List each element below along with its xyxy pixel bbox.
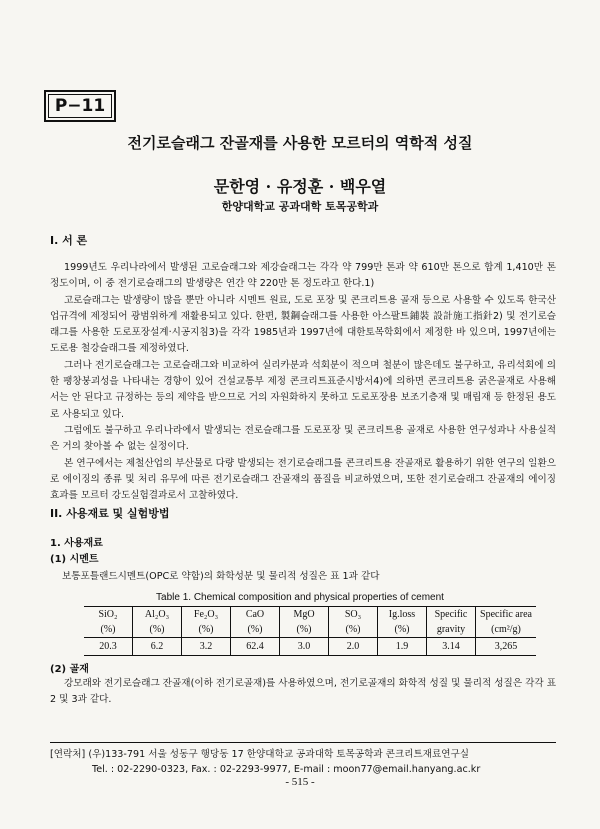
aggregate-body (50, 676, 556, 709)
table-unit: (%) (84, 622, 133, 638)
section-1-body (50, 260, 556, 504)
section-2-heading: II. 사용재료 및 실험방법 (50, 507, 170, 520)
table-cell: 3.0 (280, 638, 329, 656)
intro-paragraph: 그럼에도 불구하고 우리나라에서 발생되는 전로슬래그를 도로포장 및 콘크리트용 골재로 사용한 연구성과나 사용실적은 거의 찾아볼 수 없는 실정이다. (50, 424, 556, 453)
table-header: Ig.loss (378, 607, 427, 623)
table-header: SO₃ (329, 607, 378, 623)
table-caption: Table 1. Chemical composition and physical properties of cement (156, 592, 444, 603)
table-cell: 3.14 (427, 638, 476, 656)
affiliation: 한양대학교 공과대학 토목공학과 (221, 200, 379, 213)
contact-footer (50, 742, 556, 777)
cement-description: 보통포틀랜드시멘트(OPC로 약함)의 화학성분 및 물리적 성질은 표 1과 같다 (62, 571, 380, 582)
table-header: Al₂O₃ (133, 607, 182, 623)
table-header: CaO (231, 607, 280, 623)
cement-composition-table (84, 606, 536, 656)
table-unit: (%) (378, 622, 427, 638)
table-unit: (cm²/g) (476, 622, 537, 638)
table-header: MgO (280, 607, 329, 623)
table-cell: 6.2 (133, 638, 182, 656)
aggregate-paragraph: 강모래와 전기로슬래그 잔골재(이하 전기로골재)를 사용하였으며, 전기로골재의 화학적 성질 및 물리적 성질은 각각 표 2 및 3과 같다. (50, 678, 556, 706)
subsection-materials: 1. 사용재료 (50, 538, 103, 549)
contact-address: [연락처] (우)133-791 서울 성동구 행당동 17 한양대학교 공과대학 토목공학과 콘크리트재료연구실 (50, 749, 470, 760)
table-unit: (%) (329, 622, 378, 638)
table-unit: (%) (231, 622, 280, 638)
paper-id-tag: P−11 (44, 90, 116, 122)
table-header: SiO₂ (84, 607, 133, 623)
authors: 문한영 · 유정훈 · 백우열 (213, 177, 387, 196)
table-cell: 2.0 (329, 638, 378, 656)
table-cell: 20.3 (84, 638, 133, 656)
intro-paragraph: 1999년도 우리나라에서 발생된 고로슬래그와 제강슬래그는 각각 약 799만 톤과 약 610만 톤으로 합계 1,410만 톤 정도이며, 이 중 전기로슬래그의 발생량은 연간 약 220만 톤 정도라고 한다.1) (50, 262, 556, 290)
subsection-cement: (1) 시멘트 (50, 554, 99, 565)
table-unit: gravity (427, 622, 476, 638)
table-header: Specific (427, 607, 476, 623)
table-cell: 3.2 (182, 638, 231, 656)
section-1-heading: I. 서 론 (50, 234, 88, 247)
table-unit: (%) (182, 622, 231, 638)
intro-paragraph: 그러나 전기로슬래그는 고로슬래그와 비교하여 실리카분과 석회분이 적으며 철분이 많은데도 불구하고, 유리석회에 의한 팽창붕괴성을 나타내는 경향이 있어 건설교통부 제정 콘크리트표준시방서4)에 의하면 콘크리트용 굵은골재로 사용해서는 안 된다고 규정하는 등의 제약을 받으므로 거의 자원화하지 못하고 도로포장용 보조기층재 및 매립재 등 한정된 용도로 사용되고 있다. (50, 359, 556, 420)
table-unit: (%) (133, 622, 182, 638)
table-cell: 62.4 (231, 638, 280, 656)
page-number: - 515 - (285, 776, 315, 788)
table-unit: (%) (280, 622, 329, 638)
intro-paragraph: 고로슬래그는 발생량이 많을 뿐만 아니라 시멘트 원료, 도로 포장 및 콘크리트용 골재 등으로 사용할 수 있도록 한국산업규격에 제정되어 광범위하게 재활용되고 있다. 한편, 製鋼슬래그를 사용한 아스팔트鋪裝 設計施工指針2) 및 전기로슬래그를 사용한 도로포장설계·시공지침3)을 각각 1985년과 1997년에 대한토목학회에서 제정한 바 있으며, 1997년에는 도로용 철강슬래그를 제정하였다. (50, 294, 556, 355)
table-header: Specific area (476, 607, 537, 623)
table-cell: 1.9 (378, 638, 427, 656)
subsection-aggregate: (2) 골재 (50, 664, 89, 675)
table-header: Fe₂O₃ (182, 607, 231, 623)
table-cell: 3,265 (476, 638, 537, 656)
intro-paragraph: 본 연구에서는 제철산업의 부산물로 다량 발생되는 전기로슬래그를 콘크리트용 잔골재로 활용하기 위한 연구의 일환으로 에이징의 종류 및 처리 유무에 따른 전기로슬래그 잔골재의 품질을 비교하였으며, 또한 전기로슬래그 잔골재의 에이징 효과를 모르터 강도실험결과로서 고찰하였다. (50, 457, 556, 502)
contact-phone-email: Tel. : 02-2290-0323, Fax. : 02-2293-9977, E-mail : moon77@email.hanyang.ac.kr (92, 764, 481, 775)
paper-title: 전기로슬래그 잔골재를 사용한 모르터의 역학적 성질 (127, 134, 473, 152)
